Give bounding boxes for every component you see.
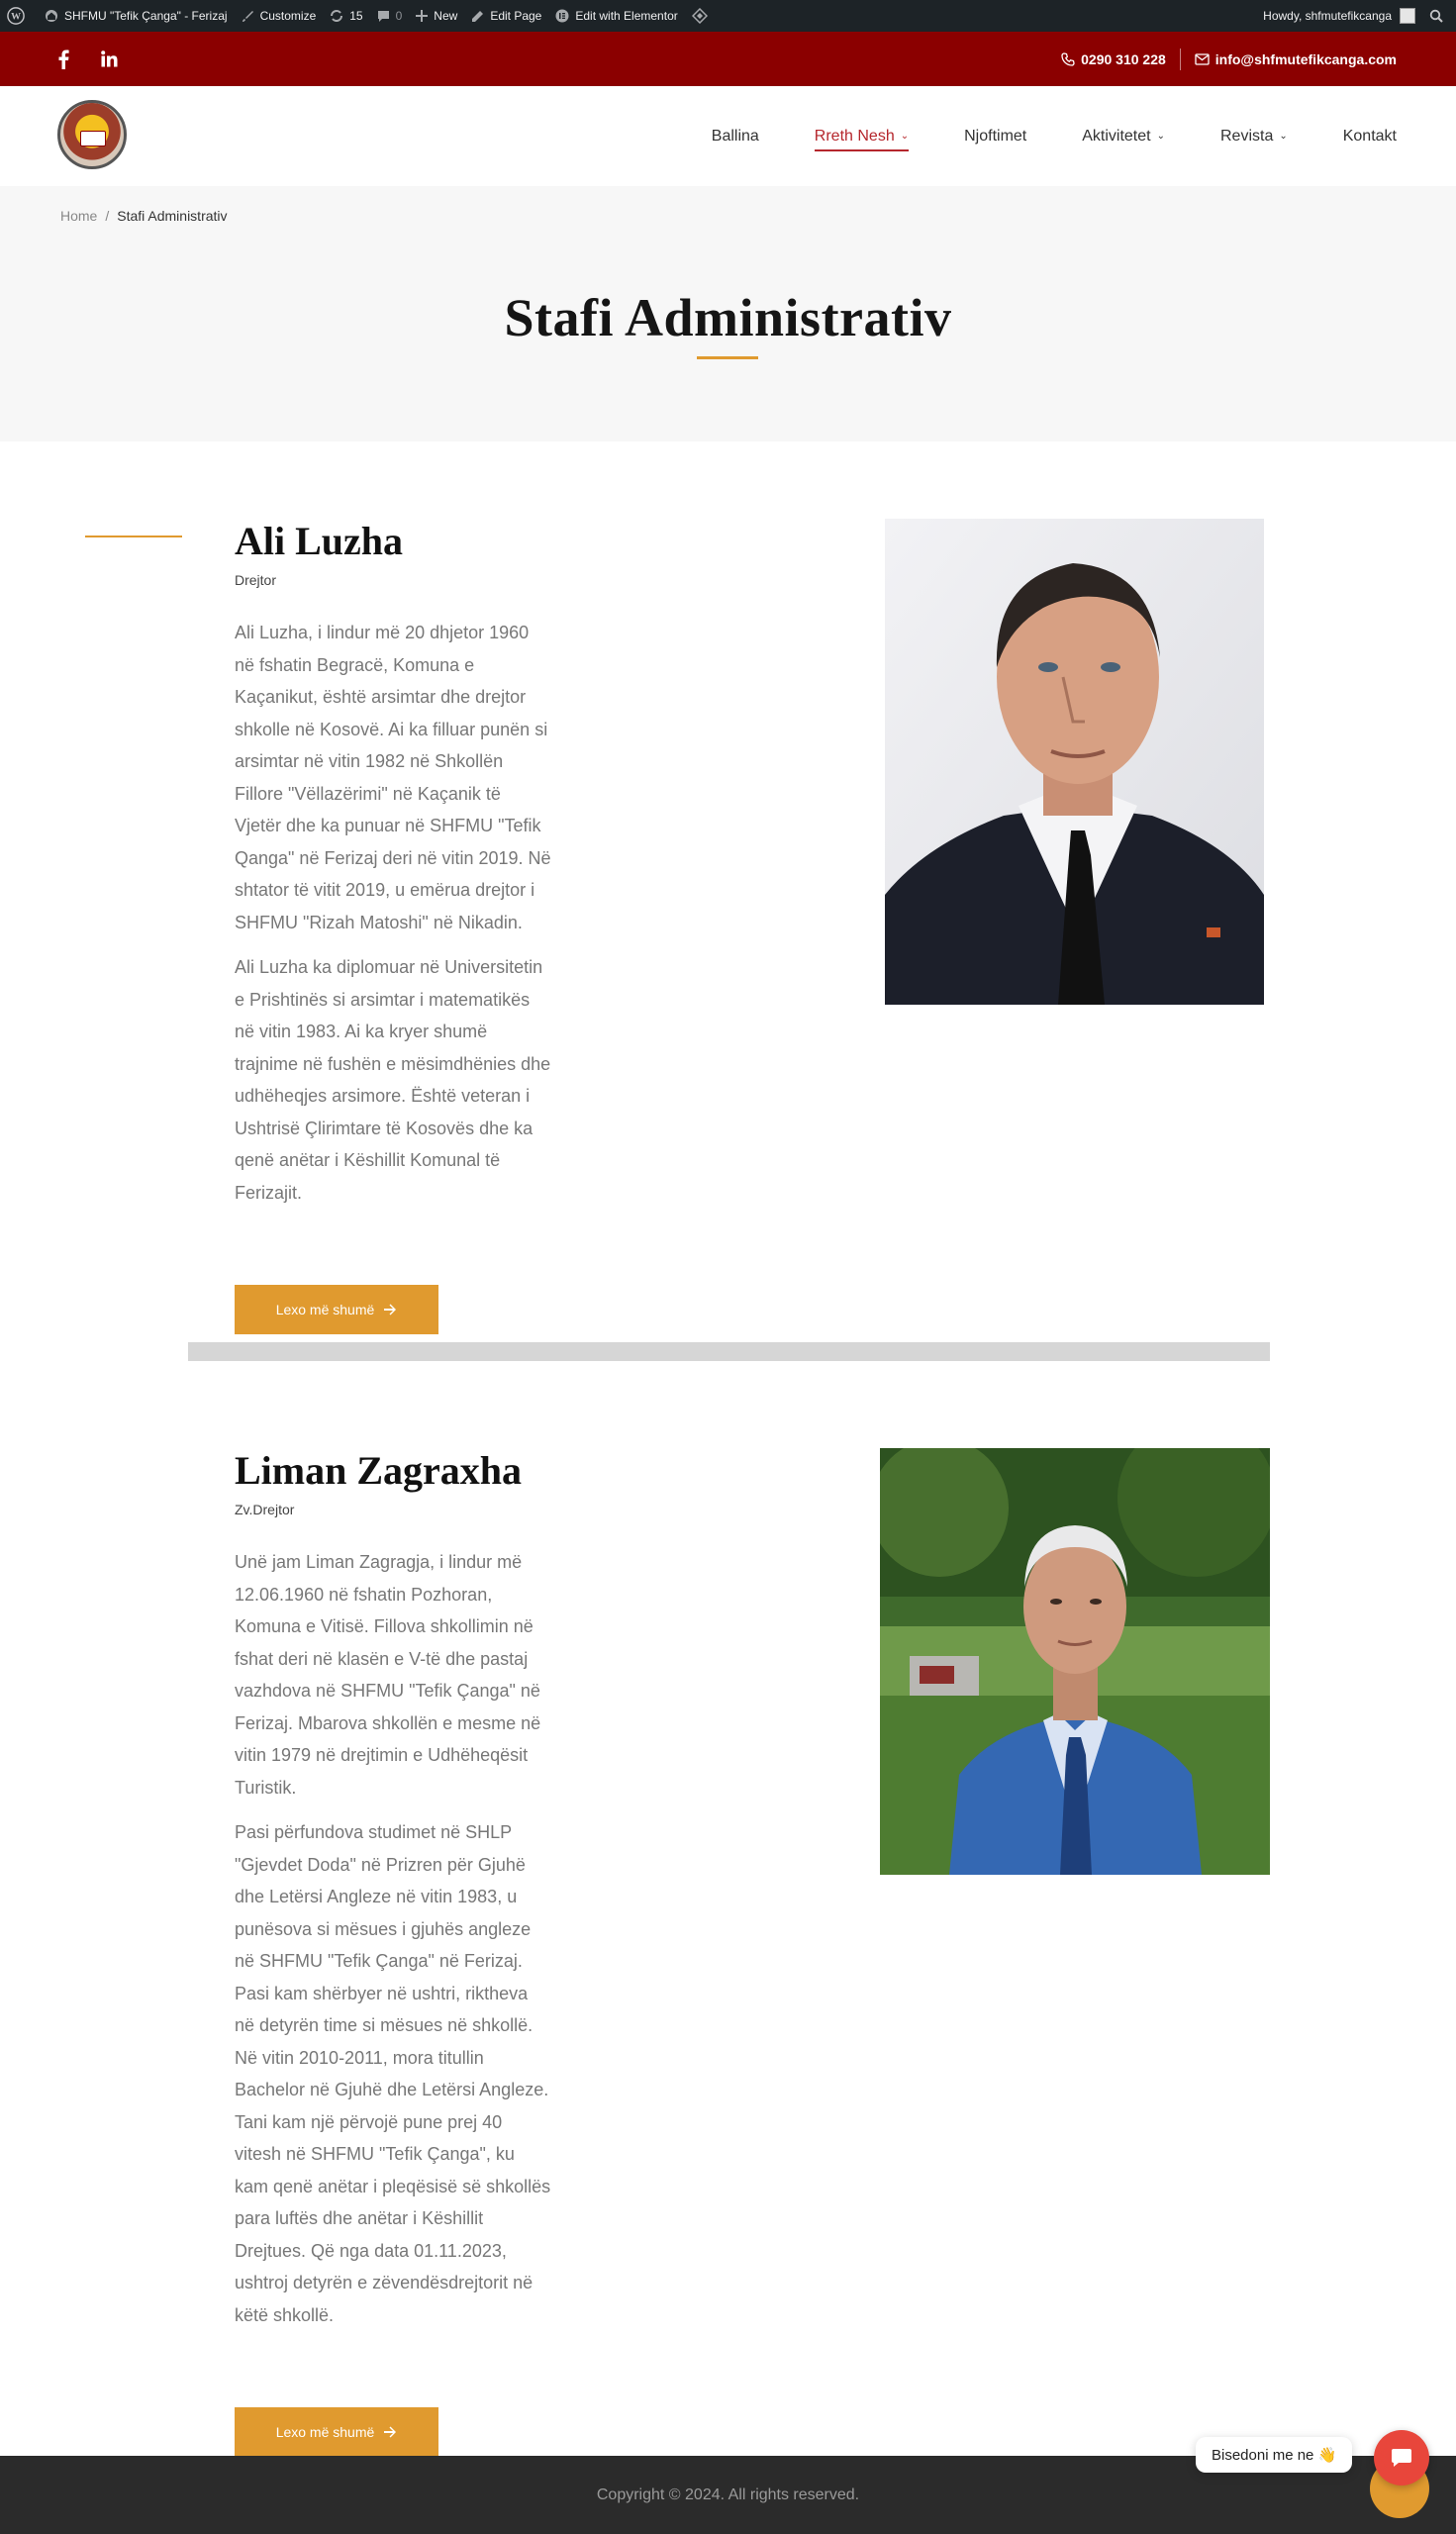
comments-link[interactable]: 0	[370, 0, 410, 32]
site-name: SHFMU "Tefik Çanga" - Ferizaj	[64, 9, 228, 23]
staff-name: Ali Luzha	[235, 519, 404, 563]
edit-page-link[interactable]: Edit Page	[464, 0, 548, 32]
main-nav	[656, 86, 1397, 186]
customize-link[interactable]: Customize	[235, 0, 324, 32]
staff-photo	[880, 1448, 1270, 1875]
chat-prompt-text: Bisedoni me ne 👋	[1212, 2447, 1337, 2464]
email-address: info@shfmutefikcanga.com	[1214, 50, 1397, 67]
chat-prompt-bubble[interactable]	[1196, 2437, 1352, 2473]
page-title: Stafi Administrativ	[504, 288, 952, 347]
arrow-right-icon	[384, 1304, 397, 1316]
breadcrumb	[60, 208, 228, 224]
copyright-text: Copyright © 2024. All rights reserved.	[596, 2485, 860, 2503]
brush-icon	[242, 10, 254, 23]
pencil-icon	[471, 10, 484, 23]
nav-item-rreth-nesh[interactable]: Rreth Nesh ⌄	[815, 122, 909, 151]
facebook-icon[interactable]	[57, 49, 69, 69]
chat-icon	[1391, 2448, 1412, 2468]
elementor-icon	[555, 9, 569, 23]
contact-info	[1061, 32, 1397, 86]
avatar	[1400, 8, 1415, 24]
breadcrumb-home-link[interactable]: Home	[60, 208, 98, 224]
nav-item-aktivitetet[interactable]: Aktivitetet ⌄	[1082, 127, 1165, 145]
staff-bio: Ali Luzha, i lindur më 20 dhjetor 1960 në fshatin Begracë, Komuna e Kaçanikut, është arsimtar dhe drejtor shkolle në Kosovë. Ai ka filluar punën si arsimtar në vitin 1982 në Shkollën Fillore "Vëllazërimi" në Kaçanik të Vjetër dhe ka punuar në SHFMU "Tefik Qanga" në Ferizaj deri në vitin 2019. Në shtator të vitit 2019, u emërua drejtor i SHFMU "Rizah Matoshi" në Nikadin. Ali Luzha ka diplomuar në Universitetin e Prishtinës si arsimtar i matematikës në vitin 1983. Ai ka kryer shumë trajnime në fushën e mësimdhënies dhe udhëheqjes arsimore. Është veteran i Ushtrisë Çlirimtare të Kosovës dhe ka qenë anëtar i Këshillit Komunal të Ferizajit.	[235, 623, 551, 1203]
nav-item-njoftimet[interactable]: Njoftimet	[964, 127, 1027, 145]
site-name-link[interactable]	[38, 0, 235, 32]
staff-role: Drejtor	[235, 572, 277, 588]
top-bar	[0, 32, 1456, 86]
read-more-button[interactable]: Lexo më shumë	[235, 2407, 438, 2457]
school-logo[interactable]	[57, 100, 127, 169]
updates-link[interactable]: 15	[323, 0, 369, 32]
chevron-down-icon: ⌄	[1156, 131, 1165, 142]
wordpress-logo-icon[interactable]	[0, 0, 38, 32]
comment-icon	[377, 10, 390, 23]
accent-line	[85, 536, 182, 537]
page-title-area	[0, 186, 1456, 441]
diamond-icon[interactable]	[685, 0, 721, 32]
staff-name: Liman Zagraxha	[235, 1448, 523, 1493]
envelope-icon	[1195, 53, 1210, 65]
title-underline	[697, 356, 758, 359]
chevron-down-icon: ⌄	[900, 131, 910, 142]
chat-button[interactable]	[1374, 2430, 1429, 2485]
wp-admin-bar	[0, 0, 1456, 32]
edit-elementor-link[interactable]: Edit with Elementor	[548, 0, 684, 32]
nav-item-ballina[interactable]: Ballina	[711, 127, 759, 145]
phone-number: 0290 310 228	[1081, 50, 1166, 67]
site-header	[0, 86, 1456, 186]
svg-text:W: W	[11, 11, 21, 23]
breadcrumb-current: Stafi Administrativ	[117, 208, 228, 224]
staff-bio: Unë jam Liman Zagragja, i lindur më 12.06.1960 në fshatin Pozhoran, Komuna e Vitisë. Fillova shkollimin në fshat deri në klasën e V-të dhe pastaj vazhdova në SHFMU "Tefik Çanga" në Ferizaj. Mbarova shkollën e mesme në vitin 1979 në drejtimin e Udhëheqësit Turistik. Pasi përfundova studimet në SHLP "Gjevdet Doda" në Prizren për Gjuhë dhe Letërsi Angleze në vitin 1983, u punësova si mësues i gjuhës angleze në SHFMU "Tefik Çanga" në Ferizaj. Pasi kam shërbyer në ushtri, riktheva në detyrën time si mësues në shkollë. Në vitin 2010-2011, mora titullin Bachelor në Gjuhë dhe Letërsi Angleze. Tani kam një përvojë pune prej 40 vitesh në SHFMU "Tefik Çanga", ku kam qenë anëtar i pleqësisë së shkollës para luftës dhe anëtar i Këshillit Drejtues. Që nga data 01.11.2023, ushtroj detyrën e zëvendësdrejtorit në këtë shkollë.	[235, 1552, 551, 2325]
staff-photo	[885, 519, 1264, 1005]
search-icon[interactable]	[1422, 0, 1456, 32]
breadcrumb-separator: /	[105, 208, 110, 224]
updates-icon	[330, 9, 343, 23]
chevron-down-icon: ⌄	[1279, 131, 1288, 142]
phone-icon	[1061, 52, 1075, 66]
contact-separator	[1180, 49, 1181, 70]
linkedin-icon[interactable]	[101, 50, 118, 67]
arrow-right-icon	[384, 2426, 397, 2438]
new-content-link[interactable]: New	[409, 0, 464, 32]
home-icon	[45, 9, 58, 23]
social-links	[57, 32, 118, 86]
staff-role: Zv.Drejtor	[235, 1502, 295, 1517]
phone-link[interactable]	[1061, 51, 1166, 67]
email-link[interactable]	[1195, 51, 1397, 67]
nav-item-revista[interactable]: Revista ⌄	[1219, 127, 1288, 145]
my-account-link[interactable]: Howdy, shfmutefikcanga	[1256, 0, 1422, 32]
read-more-button[interactable]: Lexo më shumë	[235, 1285, 438, 1334]
plus-icon	[416, 10, 428, 22]
nav-item-kontakt[interactable]: Kontakt	[1342, 127, 1397, 145]
section-divider	[188, 1342, 1270, 1361]
